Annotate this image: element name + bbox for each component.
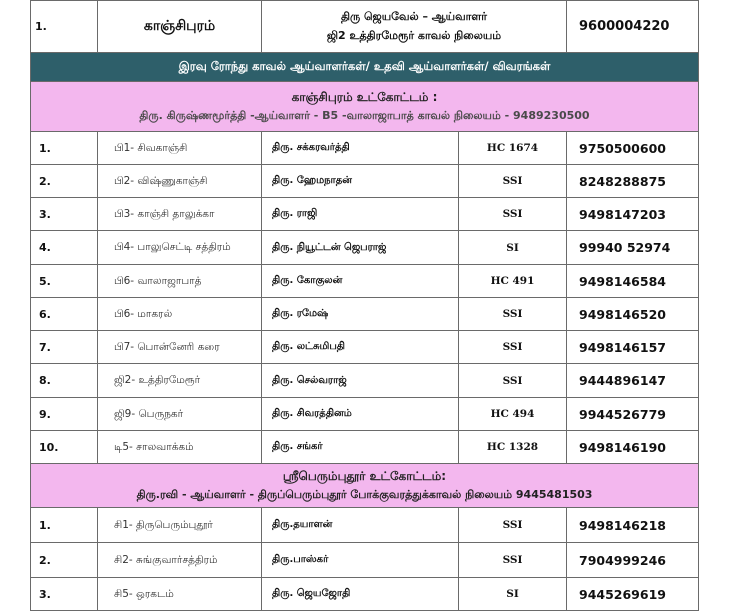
officer-cell — [262, 1, 567, 52]
sno-cell: 2. — [31, 165, 98, 197]
rank-cell: HC 1328 — [459, 431, 567, 463]
name-cell: திரு.பாஸ்கர் — [262, 543, 459, 577]
section2-header — [31, 464, 699, 508]
station-cell: சி2- சுங்குவார்சத்திரம் — [98, 543, 262, 577]
phone-cell: 9498146190 — [567, 431, 699, 463]
sno-cell: 7. — [31, 331, 98, 363]
station-cell: பி1- சிவகாஞ்சி — [98, 132, 262, 164]
section2-subtitle: திரு.ரவி - ஆய்வாளர் - திருப்பெரும்புதூர் போக்குவரத்துக்காவல் நிலையம் 9445481503 — [136, 487, 593, 501]
rank-cell: SSI — [459, 508, 567, 542]
sno-cell: 4. — [31, 231, 98, 264]
sno-cell: 5. — [31, 265, 98, 297]
sno-cell: 1. — [31, 132, 98, 164]
station-cell: பி2- விஷ்ணுகாஞ்சி — [98, 165, 262, 197]
name-cell: திரு. ரமேஷ் — [262, 298, 459, 330]
section1-title: காஞ்சிபுரம் உட்கோட்டம் : — [291, 89, 438, 104]
section1-subtitle: திரு. கிருஷ்ணமூர்த்தி -ஆய்வாளர் - B5 -வாலாஜாபாத் காவல் நிலையம் - 9489230500 — [139, 108, 590, 122]
rank-cell: SSI — [459, 165, 567, 197]
phone-cell: 9445269619 — [567, 578, 699, 610]
section2-header-cell — [31, 464, 699, 507]
rank-cell: SI — [459, 578, 567, 610]
table-row — [31, 231, 699, 265]
station-cell: ஜி9- பெருநகர் — [98, 398, 262, 430]
officer-line1: திரு ஜெயவேல் – ஆய்வாளர் — [340, 9, 488, 23]
sno-cell: 10. — [31, 431, 98, 463]
officers-table — [30, 0, 699, 611]
sno-cell: 1. — [31, 508, 98, 542]
table-row — [31, 331, 699, 364]
rank-cell: HC 1674 — [459, 132, 567, 164]
table-row — [31, 578, 699, 611]
phone-cell: 9498147203 — [567, 198, 699, 230]
name-cell: திரு. சக்கரவர்த்தி — [262, 132, 459, 164]
sno-cell: 1. — [31, 1, 98, 52]
phone-cell: 7904999246 — [567, 543, 699, 577]
phone-cell: 9498146584 — [567, 265, 699, 297]
station-cell: பி6- மாகரல் — [98, 298, 262, 330]
name-cell: திரு. கோகுலன் — [262, 265, 459, 297]
phone-cell: 99940 52974 — [567, 231, 699, 264]
phone-cell: 9498146157 — [567, 331, 699, 363]
phone-cell: 9944526779 — [567, 398, 699, 430]
name-cell: திரு. செல்வராஜ் — [262, 364, 459, 397]
table-row — [31, 198, 699, 231]
rank-cell: SSI — [459, 543, 567, 577]
phone-cell: 9498146218 — [567, 508, 699, 542]
phone-cell: 8248288875 — [567, 165, 699, 197]
station-cell: பி4- பாலுசெட்டி சத்திரம் — [98, 231, 262, 264]
name-cell: திரு. நியூட்டன் ஜெபராஜ் — [262, 231, 459, 264]
phone-cell: 9444896147 — [567, 364, 699, 397]
rank-cell: SSI — [459, 298, 567, 330]
sno-cell: 3. — [31, 578, 98, 610]
table-row — [31, 543, 699, 578]
station-cell: பி3- காஞ்சி தாலுக்கா — [98, 198, 262, 230]
name-cell: திரு. லட்சுமிபதி — [262, 331, 459, 363]
station-cell: பி6- வாலாஜாபாத் — [98, 265, 262, 297]
station-cell: சி1- திருபெரும்புதூர் — [98, 508, 262, 542]
table-row — [31, 265, 699, 298]
section1-header — [31, 82, 699, 132]
rank-cell: SSI — [459, 364, 567, 397]
sno-cell: 9. — [31, 398, 98, 430]
officer-line2: ஜி2 உத்திரமேரூர் காவல் நிலையம் — [326, 28, 502, 42]
name-cell: திரு. ராஜி — [262, 198, 459, 230]
table-row — [31, 132, 699, 165]
rank-cell: SI — [459, 231, 567, 264]
section2-rows — [31, 508, 699, 611]
phone-cell: 9750500600 — [567, 132, 699, 164]
name-cell: திரு.தயாளன் — [262, 508, 459, 542]
name-cell: திரு. ஹேமநாதன் — [262, 165, 459, 197]
section2-title: ஸ்ரீபெரும்புதூர் உட்கோட்டம்: — [282, 468, 447, 483]
table-row — [31, 431, 699, 464]
banner-row — [31, 53, 699, 82]
sno-cell: 8. — [31, 364, 98, 397]
phone-cell: 9498146520 — [567, 298, 699, 330]
rank-cell: HC 494 — [459, 398, 567, 430]
table-row — [31, 364, 699, 398]
name-cell: திரு. சிவரத்தினம் — [262, 398, 459, 430]
sno-cell: 2. — [31, 543, 98, 577]
sno-cell: 6. — [31, 298, 98, 330]
rank-cell: SSI — [459, 198, 567, 230]
rank-cell: SSI — [459, 331, 567, 363]
rank-cell: HC 491 — [459, 265, 567, 297]
table-row — [31, 398, 699, 431]
district-cell: காஞ்சிபுரம் — [98, 1, 262, 52]
top-row — [31, 0, 699, 53]
phone-cell: 9600004220 — [567, 1, 699, 52]
table-row — [31, 508, 699, 543]
section1-header-cell — [31, 82, 699, 131]
section1-rows — [31, 132, 699, 464]
table-row — [31, 165, 699, 198]
banner-title: இரவு ரோந்து காவல் ஆய்வாளர்கள்/ உதவி ஆய்வாளர்கள்/ விவரங்கள் — [31, 53, 699, 81]
station-cell: டி5- சாலவாக்கம் — [98, 431, 262, 463]
table-row — [31, 298, 699, 331]
name-cell: திரு. ஜெயஜோதி — [262, 578, 459, 610]
sno-cell: 3. — [31, 198, 98, 230]
station-cell: பி7- பொன்னேரி கரை — [98, 331, 262, 363]
station-cell: சி5- ஒரகடம் — [98, 578, 262, 610]
station-cell: ஜி2- உத்திரமேரூர் — [98, 364, 262, 397]
name-cell: திரு. சங்கர் — [262, 431, 459, 463]
